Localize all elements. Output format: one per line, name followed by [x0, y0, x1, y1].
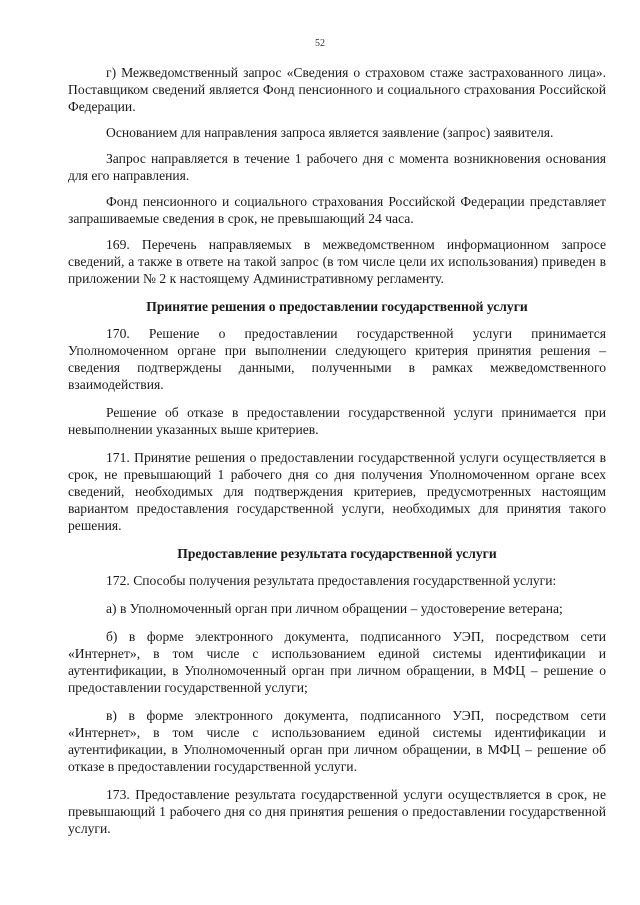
- list-item-b: б) в форме электронного документа, подписанного УЭП, посредством сети «Интернет», в том числе с использованием единой системы идентификации и аутентификации, в Уполномоченный орган при личном обращении, в МФЦ – решение о предоставлении государственной услуги;: [68, 629, 606, 695]
- paragraph-refusal: Решение об отказе в предоставлении государственной услуги принимается при невыполнении указанных выше критериев.: [68, 405, 606, 437]
- page-number: 52: [315, 38, 325, 49]
- list-item-a: а) в Уполномоченный орган при личном обращении – удостоверение ветерана;: [106, 601, 563, 616]
- paragraph-171: 171. Принятие решения о предоставлении государственной услуги осуществляется в срок, не превышающий 1 рабочего дня со дня получения Уполномоченном органе всех сведений, необходимых для подтверждения критериев, предусмотренных настоящим вариантом предоставления государственной услуги, необходимых для принятия такого решения.: [68, 450, 606, 533]
- list-item-v: в) в форме электронного документа, подписанного УЭП, посредством сети «Интернет», в том числе с использованием единой системы идентификации и аутентификации, в Уполномоченный орган при личном обращении, в МФЦ – решение об отказе в предоставлении государственной услуги.: [68, 708, 606, 774]
- document-body: [68, 64, 606, 848]
- paragraph-170: 170. Решение о предоставлении государственной услуги принимается Уполномоченном органе при выполнении следующего критерия принятия решения – сведения подтверждены данными, полученными в рамках межведомственного взаимодействия.: [68, 326, 606, 392]
- paragraph-request-timing: Запрос направляется в течение 1 рабочего дня с момента возникновения основания для его направления.: [68, 151, 606, 183]
- paragraph-173: 173. Предоставление результата государственной услуги осуществляется в срок, не превышающий 1 рабочего дня со дня принятия решения о предоставлении государственной услуги.: [68, 787, 606, 836]
- paragraph-request-g: г) Межведомственный запрос «Сведения о страховом стаже застрахованного лица». Поставщиком сведений является Фонд пенсионного и социального страхования Российской Федерации.: [68, 65, 606, 114]
- paragraph-request-basis: Основанием для направления запроса является заявление (запрос) заявителя.: [106, 125, 554, 140]
- paragraph-169: 169. Перечень направляемых в межведомственном информационном запросе сведений, а также в ответе на такой запрос (в том числе цели их использования) приведен в приложении № 2 к настоящему Административному регламенту.: [68, 237, 606, 286]
- section-heading-result: Предоставление результата государственной услуги: [177, 546, 497, 561]
- paragraph-fund-response: Фонд пенсионного и социального страхования Российской Федерации представляет запрашиваемые сведения в срок, не превышающий 24 часа.: [68, 194, 606, 226]
- section-heading-decision: Принятие решения о предоставлении государственной услуги: [146, 299, 528, 314]
- paragraph-172: 172. Способы получения результата предоставления государственной услуги:: [106, 573, 557, 588]
